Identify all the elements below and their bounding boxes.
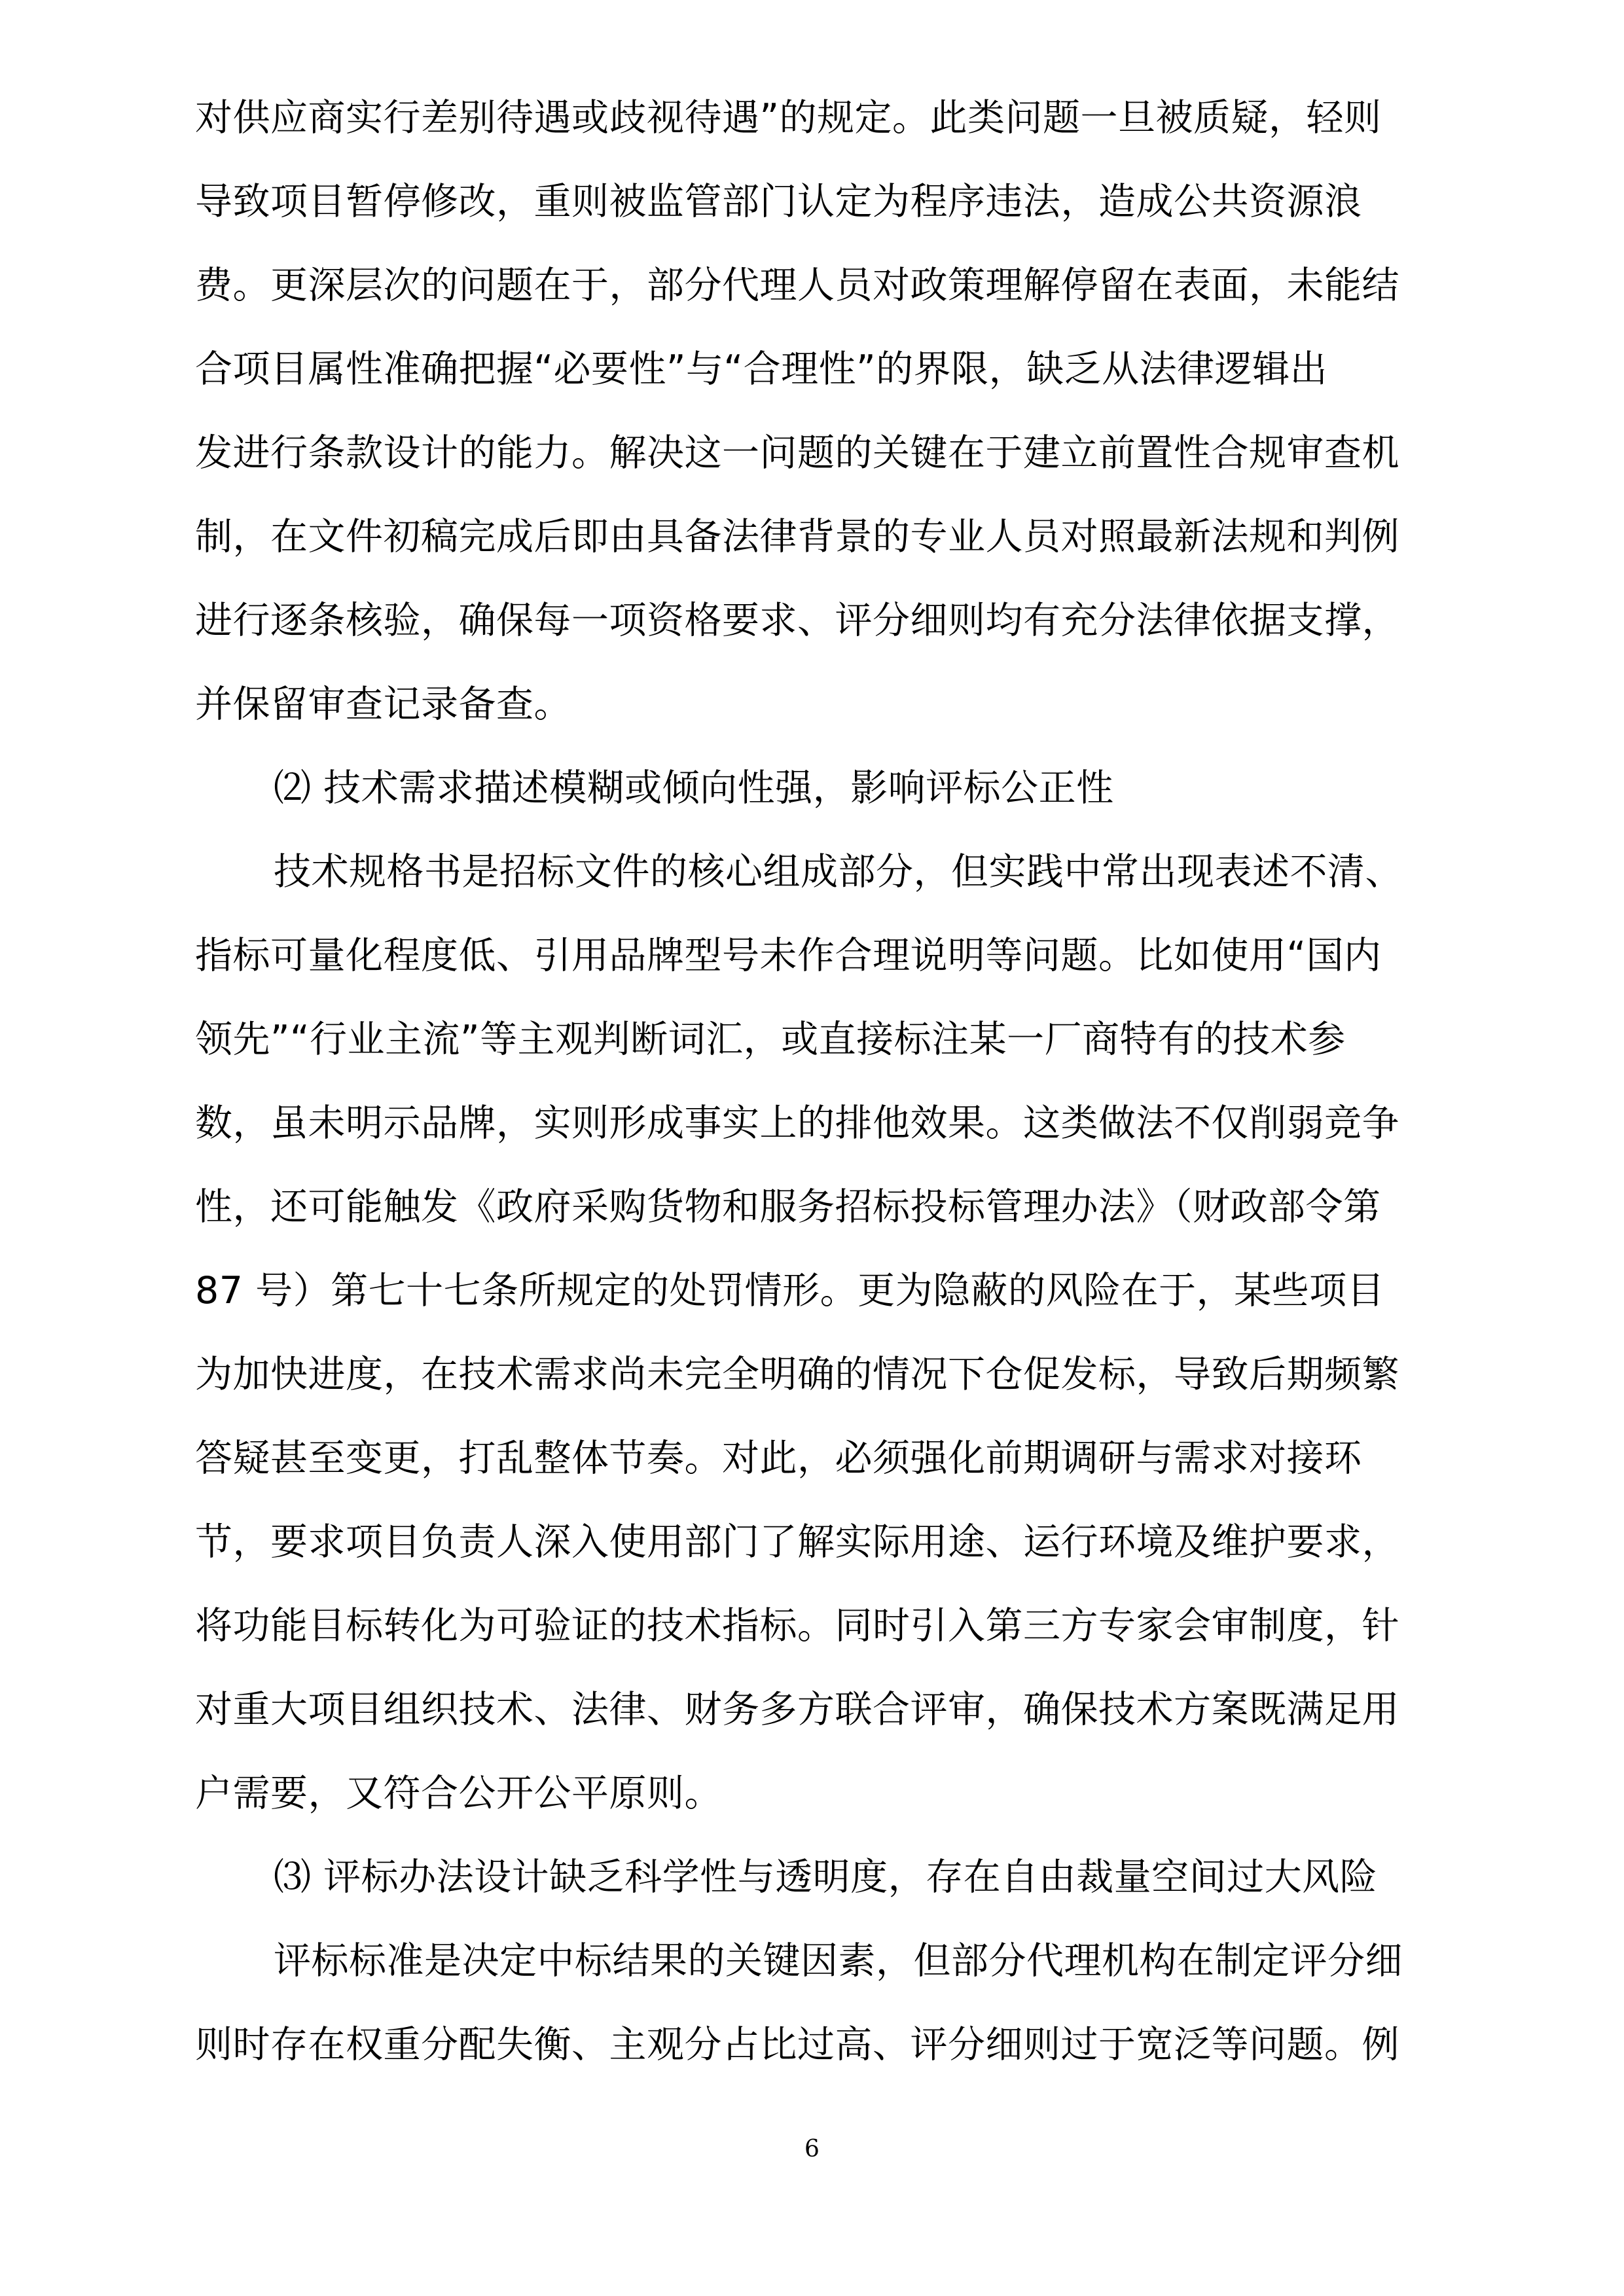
paragraph-1-line-3: 费。更深层次的问题在于，部分代理人员对政策理解停留在表面，未能结 (195, 264, 1399, 307)
paragraph-3-line-2: 则时存在权重分配失衡、主观分占比过高、评分细则过于宽泛等问题。例 (195, 2023, 1399, 2066)
paragraph-2-line-1: 技术规格书是招标文件的核心组成部分，但实践中常出现表述不清、 (274, 850, 1403, 893)
section-heading-2: ⑵ 技术需求描述模糊或倾向性强，影响评标公正性 (274, 766, 1114, 810)
paragraph-2-line-11: 对重大项目组织技术、法律、财务多方联合评审，确保技术方案既满足用 (195, 1688, 1399, 1731)
paragraph-2-line-9: 节，要求项目负责人深入使用部门了解实际用途、运行环境及维护要求， (195, 1520, 1399, 1564)
paragraph-2-line-3: 领先”“行业主流”等主观判断词汇，或直接标注某一厂商特有的技术参 (195, 1018, 1346, 1061)
paragraph-2-line-5: 性，还可能触发《政府采购货物和服务招标投标管理办法》（财政部令第 (195, 1185, 1381, 1229)
paragraph-1-line-7: 进行逐条核验，确保每一项资格要求、评分细则均有充分法律依据支撑， (195, 599, 1399, 642)
section-heading-3: ⑶ 评标办法设计缺乏科学性与透明度，存在自由裁量空间过大风险 (274, 1856, 1378, 1899)
paragraph-1-line-8: 并保留审查记录备查。 (195, 683, 571, 726)
paragraph-3-line-1: 评标标准是决定中标结果的关键因素，但部分代理机构在制定评分细 (274, 1939, 1403, 1982)
paragraph-2-line-2: 指标可量化程度低、引用品牌型号未作合理说明等问题。比如使用“国内 (195, 934, 1382, 977)
page-number: 6 (804, 2136, 820, 2162)
paragraph-1-line-1: 对供应商实行差别待遇或歧视待遇”的规定。此类问题一旦被质疑，轻则 (195, 96, 1382, 139)
paragraph-1-line-4: 合项目属性准确把握“必要性”与“合理性”的界限，缺乏从法律逻辑出 (195, 348, 1328, 391)
paragraph-1-line-5: 发进行条款设计的能力。解决这一问题的关键在于建立前置性合规审查机 (195, 431, 1399, 475)
paragraph-2-line-12: 户需要，又符合公开公平原则。 (195, 1772, 722, 1815)
paragraph-1-line-2: 导致项目暂停修改，重则被监管部门认定为程序违法，造成公共资源浪 (195, 180, 1362, 223)
paragraph-2-line-4: 数，虽未明示品牌，实则形成事实上的排他效果。这类做法不仅削弱竞争 (195, 1102, 1399, 1145)
paragraph-2-line-7: 为加快进度，在技术需求尚未完全明确的情况下仓促发标，导致后期频繁 (195, 1353, 1399, 1396)
paragraph-2-line-10: 将功能目标转化为可验证的技术指标。同时引入第三方专家会审制度，针 (195, 1604, 1399, 1647)
paragraph-2-line-6: 87 号）第七十七条所规定的处罚情形。更为隐蔽的风险在于，某些项目 (195, 1269, 1385, 1312)
paragraph-1-line-6: 制，在文件初稿完成后即由具备法律背景的专业人员对照最新法规和判例 (195, 515, 1399, 558)
paragraph-2-line-8: 答疑甚至变更，打乱整体节奏。对此，必须强化前期调研与需求对接环 (195, 1437, 1362, 1480)
